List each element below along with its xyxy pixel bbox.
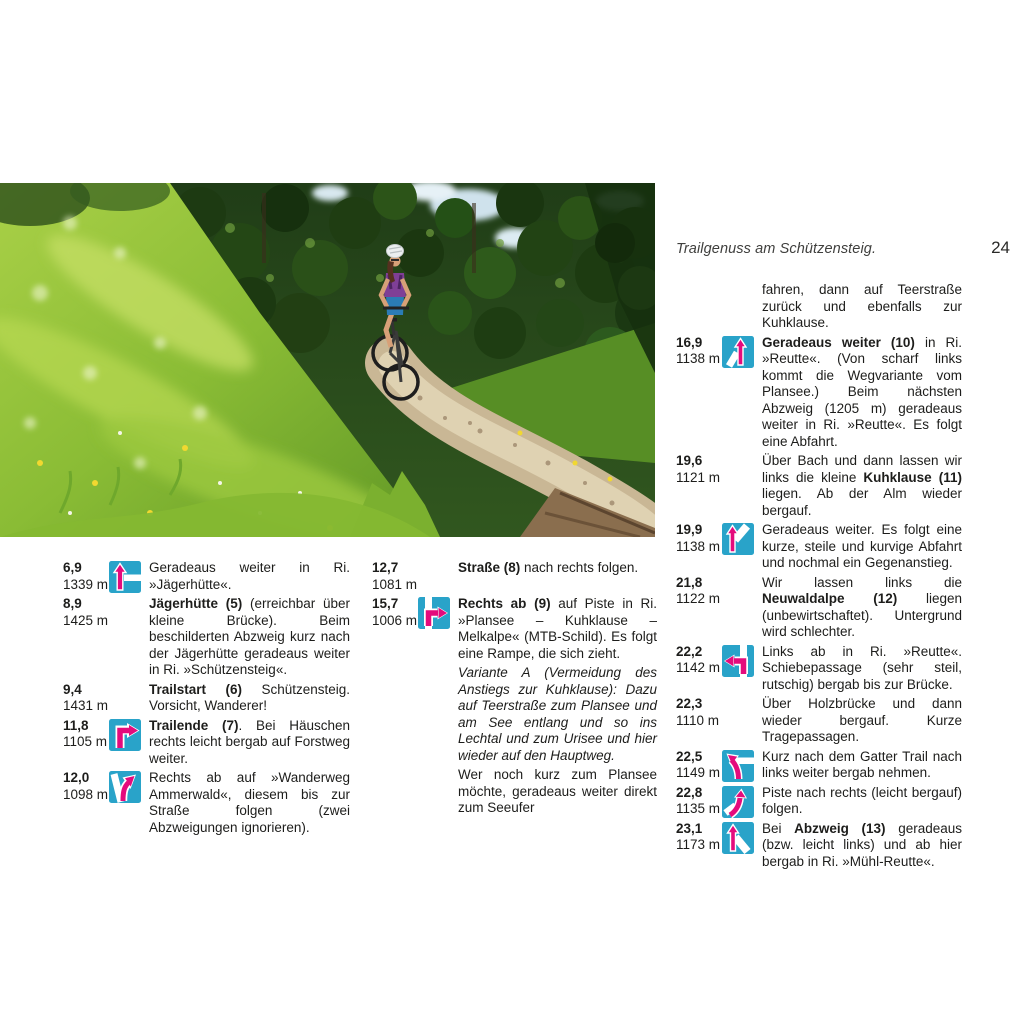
km-elevation-cell xyxy=(676,749,722,782)
straight-ahead-merge-sharp-left-icon xyxy=(722,335,762,368)
km-elevation-cell xyxy=(372,596,418,629)
elevation-value: 1138 m xyxy=(676,538,721,554)
route-direction-icon xyxy=(722,696,762,698)
km-elevation-cell xyxy=(676,644,722,677)
route-entries-left xyxy=(63,560,350,836)
km-elevation-cell xyxy=(676,575,722,608)
page-number: 24 xyxy=(991,238,1010,257)
route-entries-right xyxy=(676,282,962,870)
km-marker: 6,9 xyxy=(63,560,82,575)
route-entry xyxy=(676,821,962,871)
route-entry xyxy=(63,770,350,836)
route-entry xyxy=(676,575,962,641)
km-elevation-cell xyxy=(372,560,418,593)
route-entries-middle xyxy=(372,560,657,817)
route-instruction-text: Kurz nach dem Gatter Trail nach links weiter bergab nehmen. xyxy=(762,748,962,780)
route-entry xyxy=(372,560,657,593)
route-entry xyxy=(676,522,962,572)
route-instruction-text: Bei Abzweig (13) geradeaus (bzw. leicht links) und ab hier bergab in Ri. »Mühl-Reutte«. xyxy=(762,820,963,869)
route-instruction-text: Über Holzbrücke und dann wieder bergauf. Kurze Tragepassagen. xyxy=(762,696,962,744)
km-marker: 15,7 xyxy=(372,596,399,611)
km-elevation-cell xyxy=(676,785,722,818)
elevation-value: 1110 m xyxy=(676,712,720,728)
route-entry xyxy=(372,767,657,817)
route-instruction-text: Wer noch kurz zum Plansee möchte, geradeaus weiter direkt zum Seeufer xyxy=(458,767,657,815)
km-elevation-cell xyxy=(63,770,109,803)
km-elevation-cell xyxy=(676,696,722,729)
elevation-value: 1149 m xyxy=(676,765,721,780)
straight-ahead-branch-right-back-icon xyxy=(722,821,762,854)
route-direction-icon xyxy=(109,596,149,598)
route-direction-icon xyxy=(109,682,149,684)
route-instruction-text: Trailstart (6) Schützensteig. Vorsicht, Wanderer! xyxy=(149,681,350,713)
km-elevation-cell xyxy=(63,596,109,629)
route-instruction-text: Wir lassen links die Neuwaldalpe (12) liegen (unbewirtschaftet). Untergrund wird schlechter. xyxy=(762,574,962,639)
route-entry xyxy=(63,682,350,715)
route-instruction-text: Geradeaus weiter in Ri. »Jägerhütte«. xyxy=(149,560,350,592)
elevation-value: 1121 m xyxy=(676,469,721,485)
bear-left-side-road-right-icon xyxy=(722,749,762,782)
km-elevation-cell xyxy=(676,453,722,486)
km-marker: 22,3 xyxy=(676,696,703,711)
route-entry xyxy=(676,335,962,451)
route-instruction-text: Über Bach und dann lassen wir links die kleine Kuhklause (11) liegen. Ab der Alm wieder bergauf. xyxy=(762,453,962,518)
route-instruction-text: Rechts ab auf »Wanderweg Ammerwald«, diesem bis zur Straße folgen (zwei Abzweigungen ignorieren). xyxy=(149,770,350,835)
elevation-value: 1105 m xyxy=(63,734,108,749)
middle-text-column xyxy=(372,560,657,820)
route-entry xyxy=(372,596,657,662)
km-marker: 22,8 xyxy=(676,784,703,800)
route-instruction-text: fahren, dann auf Teerstraße zurück und ebenfalls zur Kuhklause. xyxy=(762,282,962,330)
km-elevation-cell xyxy=(63,560,109,593)
bear-right-merge-left-icon xyxy=(722,785,762,818)
elevation-value: 1339 m xyxy=(63,576,109,592)
trail-photo-illustration xyxy=(0,183,655,537)
elevation-value: 1431 m xyxy=(63,698,109,713)
route-direction-icon xyxy=(418,767,458,769)
km-elevation-cell xyxy=(676,522,722,555)
route-instruction-text: Variante A (Vermeidung des Anstiegs zur Kuhklause): Dazu auf Teerstraße zum Plansee und am See entlang und so ins Lechtal und zum Urisee und hier wieder auf den Hauptweg. xyxy=(458,665,657,763)
running-head-title: Trailgenuss am Schützensteig. xyxy=(676,241,877,257)
page-header xyxy=(676,238,1010,258)
route-instruction-text: Trailende (7). Bei Häuschen rechts leicht bergab auf Forstweg weiter. xyxy=(149,717,350,766)
route-entry xyxy=(676,696,962,746)
elevation-value: 1081 m xyxy=(372,576,418,592)
elevation-value: 1135 m xyxy=(676,801,721,816)
left-text-column xyxy=(63,560,350,839)
straight-ahead-side-road-right-icon xyxy=(109,560,149,593)
elevation-value: 1098 m xyxy=(63,786,109,802)
turn-left-icon xyxy=(722,644,762,677)
route-instruction-text: Links ab in Ri. »Reutte«. Schiebepassage (sehr steil, rutschig) bergab bis zur Brücke. xyxy=(762,643,962,692)
route-direction-icon xyxy=(722,453,762,455)
km-marker: 22,5 xyxy=(676,748,703,764)
elevation-value: 1142 m xyxy=(676,660,721,675)
route-direction-icon xyxy=(722,282,762,284)
km-marker: 11,8 xyxy=(63,717,89,733)
km-elevation-cell xyxy=(676,821,722,854)
km-marker: 12,0 xyxy=(63,770,90,785)
km-marker: 23,1 xyxy=(676,820,703,836)
elevation-value: 1138 m xyxy=(676,351,721,366)
turn-right-icon xyxy=(418,596,458,629)
route-entry xyxy=(63,560,350,593)
route-entry xyxy=(676,749,962,782)
km-elevation-cell xyxy=(676,335,722,368)
route-instruction-text: Geradeaus weiter. Es folgt eine kurze, steile und kurvige Abfahrt und nochmal ein Gegenanstieg. xyxy=(762,522,962,570)
km-marker: 16,9 xyxy=(676,334,703,350)
route-instruction-text: Rechts ab (9) auf Piste in Ri. »Plansee – Kuhklause – Melkalpe« (MTB-Schild). Es folgt eine Rampe, die sich zieht. xyxy=(458,596,657,661)
trail-photo xyxy=(0,183,655,537)
right-text-column xyxy=(676,238,1010,873)
elevation-value: 1006 m xyxy=(372,612,418,628)
route-instruction-text: Straße (8) nach rechts folgen. xyxy=(458,560,639,575)
km-marker: 12,7 xyxy=(372,560,399,575)
route-direction-icon xyxy=(722,575,762,577)
route-entry xyxy=(676,644,962,694)
km-marker: 22,2 xyxy=(676,643,703,659)
route-entry xyxy=(63,718,350,768)
route-entry xyxy=(372,665,657,764)
elevation-value: 1173 m xyxy=(676,837,721,852)
km-marker: 19,9 xyxy=(676,522,703,537)
route-entry xyxy=(676,282,962,332)
route-direction-icon xyxy=(418,665,458,667)
route-instruction-text: Jägerhütte (5) (erreichbar über kleine Brücke). Beim beschilderten Abzweig kurz nach der Jägerhütte geradeaus weiter in Ri. »Schützensteig«. xyxy=(149,596,350,677)
km-marker: 9,4 xyxy=(63,681,82,697)
route-entry xyxy=(63,596,350,679)
km-elevation-cell xyxy=(63,718,109,751)
route-entry xyxy=(676,453,962,519)
up-then-right-icon xyxy=(109,718,149,751)
fork-take-right-icon xyxy=(109,770,149,803)
elevation-value: 1122 m xyxy=(676,591,721,606)
route-entry xyxy=(676,785,962,818)
route-instruction-text: Geradeaus weiter (10) in Ri. »Reutte«. (Von scharf links kommt die Wegvariante vom Plansee.) Beim nächsten Abzweig (1205 m) geradeaus weiter in Ri. »Reutte«. Es folgt eine Abfahrt. xyxy=(762,334,962,449)
km-marker: 21,8 xyxy=(676,574,703,590)
elevation-value: 1425 m xyxy=(63,612,109,628)
km-marker: 8,9 xyxy=(63,596,82,611)
straight-ahead-fork-right-icon xyxy=(722,522,762,555)
route-instruction-text: Piste nach rechts (leicht bergauf) folgen. xyxy=(762,784,962,816)
km-marker: 19,6 xyxy=(676,453,703,468)
route-direction-icon xyxy=(418,560,458,562)
km-elevation-cell xyxy=(63,682,109,715)
